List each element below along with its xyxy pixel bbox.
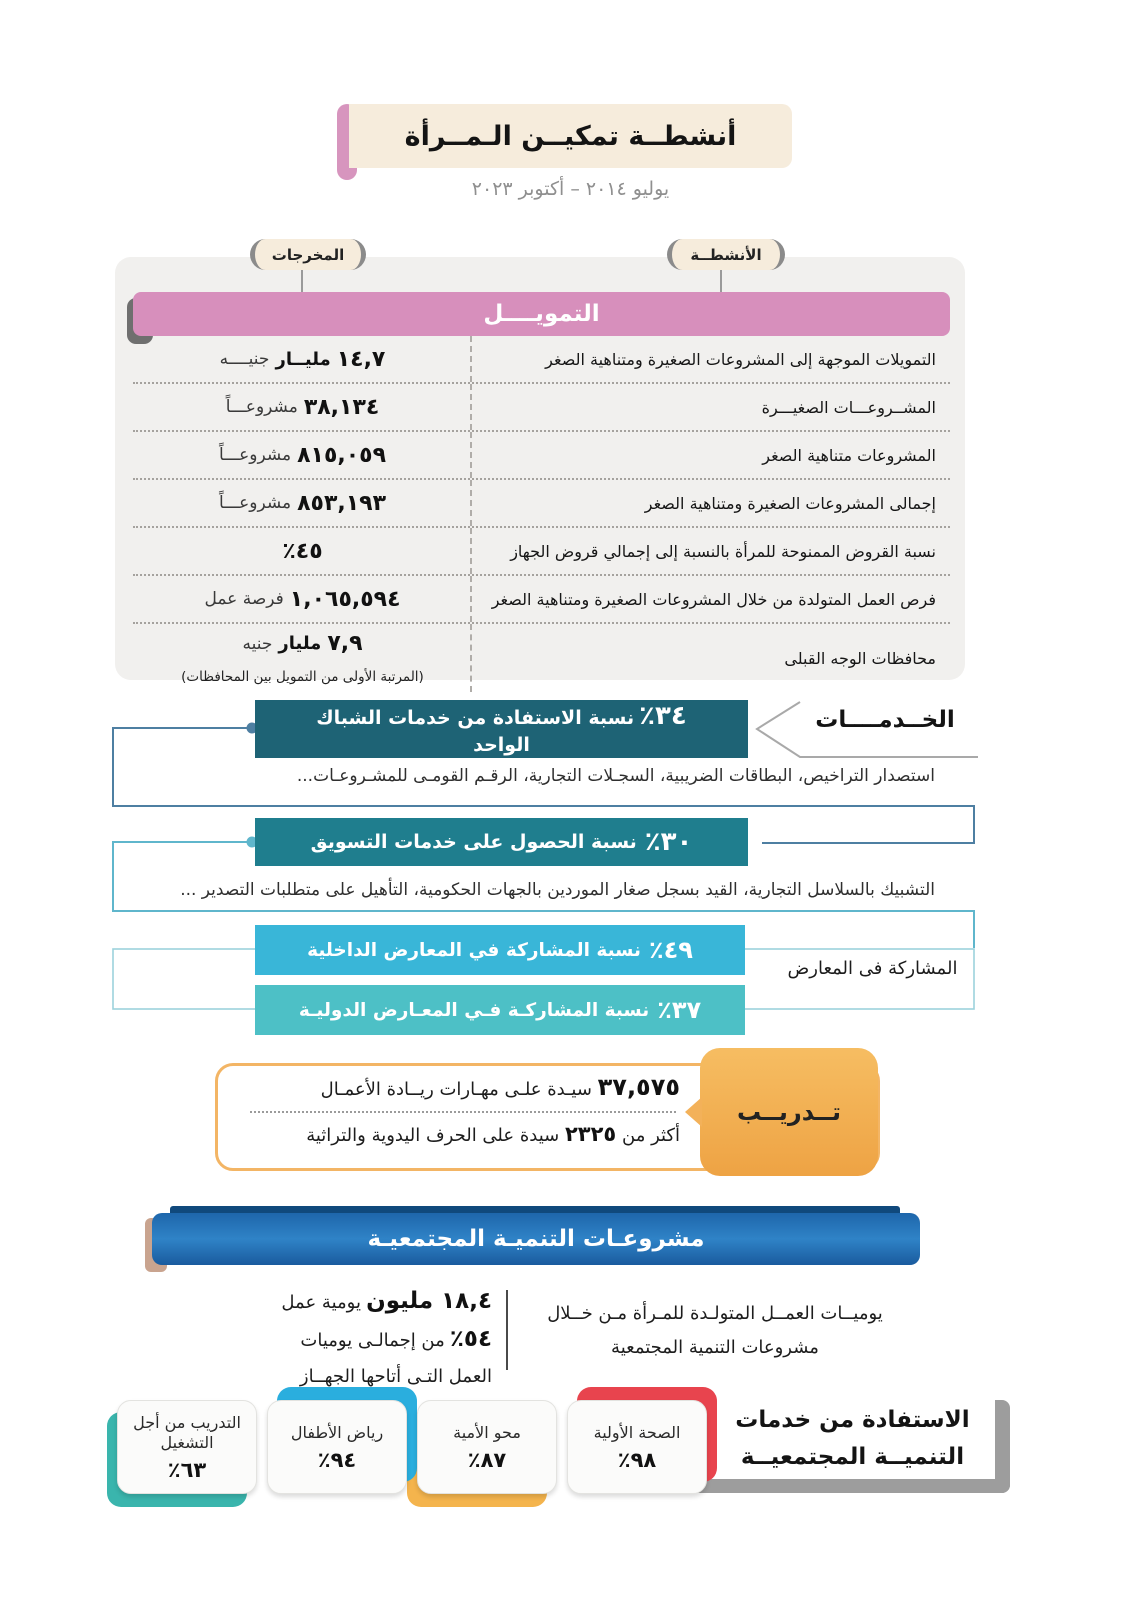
utilization-bracket-horizontal: [660, 1479, 1010, 1493]
funding-value-number: ٣٨,١٣٤: [303, 394, 380, 420]
funding-activity-label: فرص العمل المتولدة من خلال المشروعات الصغيرة ومتناهية الصغر: [470, 576, 950, 622]
funding-output-value: [135, 336, 470, 382]
one-stop-percent: ٣٤٪: [639, 701, 687, 731]
funding-banner: [133, 292, 950, 336]
funding-output-value: [135, 528, 470, 574]
funding-activity-label: المشروعات متناهية الصغر: [470, 432, 950, 478]
community-stat1-text: يومية عمل: [281, 1292, 361, 1313]
utilization-card: [267, 1400, 407, 1494]
report-period: يوليو ٢٠١٤ – أكتوبر ٢٠٢٣: [471, 178, 670, 200]
funding-activity-label: المشــروعـــات الصغيـــرة: [470, 384, 950, 430]
training-line2-text: سيدة على الحرف اليدوية والتراثية: [306, 1125, 560, 1146]
funding-value-number: ١٤,٧: [336, 346, 386, 372]
funding-output-value: [135, 432, 470, 478]
funding-value-unit: فرصة عمل: [204, 589, 284, 609]
card-label: رياض الأطفال: [290, 1422, 384, 1442]
utilization-title-line2: التنميــة المجتمعيــة: [740, 1444, 965, 1470]
community-stat-2: [150, 1321, 492, 1359]
card-label: الصحة الأولية: [593, 1422, 681, 1442]
international-exhibitions-text: نسبة المشاركـة فـي المعـارض الدوليـة: [298, 999, 650, 1021]
international-exhibitions-percent: ٣٧٪: [657, 996, 702, 1024]
marketing-percent: ٣٠٪: [644, 827, 693, 857]
funding-output-value: [135, 480, 470, 526]
funding-value-number: ١,٠٦٥,٥٩٤: [289, 586, 401, 612]
funding-activity-label: نسبة القروض الممنوحة للمرأة بالنسبة إلى إجمالي قروض الجهاز: [470, 528, 950, 574]
card-label: محو الأمية: [453, 1422, 521, 1442]
funding-title: التمويــــل: [483, 301, 600, 327]
marketing-text: نسبة الحصول على خدمات التسويق: [310, 831, 637, 853]
funding-activity-label: محافظات الوجه القبلى: [470, 624, 950, 692]
card-body: [117, 1400, 257, 1494]
card-percent: ٩٤٪: [317, 1447, 357, 1472]
utilization-section-title: [715, 1402, 990, 1476]
utilization-card: [417, 1400, 557, 1494]
funding-value-unit-bold: مليــار: [275, 348, 331, 370]
funding-value-number: ٧,٩: [327, 631, 363, 657]
funding-value-unit: مشروعـــاً: [225, 397, 298, 417]
funding-table: [133, 336, 950, 692]
domestic-exhibitions-percent: ٤٩٪: [648, 936, 693, 964]
funding-value-unit: جنيه: [242, 633, 273, 654]
card-label: التدريب من أجل التشغيل: [133, 1412, 241, 1452]
funding-value-unit: جنيــــه: [219, 349, 270, 369]
table-row: [133, 432, 950, 480]
funding-value-unit: مشروعـــاً: [218, 493, 292, 513]
marketing-description: التشبيك بالسلاسل التجارية، القيد بسجل صغار الموردين بالجهات الحكومية، التأهيل على متطلبات التصدير ...: [180, 880, 935, 900]
funding-activity-label: التمويلات الموجهة إلى المشروعات الصغيرة ومتناهية الصغر: [470, 336, 950, 382]
training-divider: [250, 1111, 676, 1113]
one-stop-services-banner: [255, 700, 748, 758]
community-stat2-number: ٥٤٪: [449, 1326, 492, 1352]
funding-value-number: ٨١٥,٠٥٩: [297, 442, 387, 468]
community-stat1-number: ١٨,٤ مليون: [366, 1288, 492, 1314]
community-projects-title: مشروعـات التنميـة المجتمعيـة: [367, 1226, 705, 1252]
training-line1-number: ٣٧,٥٧٥: [597, 1073, 680, 1101]
funding-output-value: [135, 576, 470, 622]
card-percent: ٦٣٪: [167, 1457, 207, 1482]
funding-output-value: [135, 384, 470, 430]
activities-pill: الأنشطــة: [667, 239, 785, 270]
training-line-1: [230, 1072, 680, 1105]
training-line1-text: سيـدة علـى مهـارات ريــادة الأعمـال: [320, 1079, 592, 1100]
utilization-card: [567, 1400, 707, 1494]
community-description: [520, 1297, 910, 1365]
table-row: [133, 336, 950, 384]
table-row: [133, 528, 950, 576]
outputs-pill-stem: [301, 270, 303, 293]
card-percent: ٨٧٪: [467, 1447, 507, 1472]
training-line2-number: ٢٣٢٥: [564, 1122, 617, 1146]
community-stats: [150, 1283, 492, 1395]
one-stop-text: نسبة الاستفادة من خدمات الشباك الواحد: [316, 707, 635, 756]
training-title: تــدريــب: [737, 1098, 841, 1126]
community-stat-1: [150, 1283, 492, 1321]
card-percent: ٩٨٪: [617, 1447, 657, 1472]
training-line-2: [230, 1119, 680, 1151]
exhibitions-group-label: المشاركة فى المعارض: [787, 958, 958, 979]
community-stat-3: العمل التـى أتاحها الجهــاز: [299, 1366, 492, 1387]
community-projects-banner: [152, 1213, 920, 1265]
community-description-line1: يوميــات العمــل المتولـدة للمـرأة مـن خــلال: [547, 1303, 883, 1324]
utilization-card: [117, 1400, 257, 1494]
training-bubble: [700, 1048, 878, 1176]
training-stats: [230, 1072, 680, 1151]
table-row: [133, 480, 950, 528]
funding-value-note: (المرتبة الأولى من التمويل بين المحافظات): [181, 668, 424, 685]
funding-value-number: ٤٥٪: [282, 538, 323, 564]
training-line2-prefix: أكثر من: [622, 1125, 680, 1146]
outputs-pill: المخرجات: [250, 239, 366, 270]
domestic-exhibitions-banner: [255, 925, 745, 975]
marketing-services-banner: [255, 818, 748, 866]
international-exhibitions-banner: [255, 985, 745, 1035]
utilization-title-line1: الاستفادة من خدمات: [735, 1407, 970, 1433]
table-row: [133, 384, 950, 432]
funding-value-unit: مشروعـــاً: [218, 445, 292, 465]
funding-output-value: [135, 624, 470, 692]
domestic-exhibitions-text: نسبة المشاركة في المعارض الداخلية: [307, 939, 641, 961]
funding-value-unit-bold: مليار: [278, 633, 322, 655]
one-stop-description: استصدار التراخيص، البطاقات الضريبية، السجـلات التجارية، الرقـم القومـى للمشـروعـات...: [296, 766, 935, 786]
table-row: [133, 576, 950, 624]
table-row: [133, 624, 950, 692]
services-section-title: الخــدمــــات: [815, 707, 955, 733]
utilization-cards: [117, 1400, 707, 1494]
activities-pill-stem: [720, 270, 722, 293]
page-title: أنشطــة تمكيــن الـمــرأة: [404, 120, 737, 152]
card-body: [267, 1400, 407, 1494]
community-description-line2: مشروعات التنمية المجتمعية: [611, 1337, 819, 1358]
funding-value-number: ٨٥٣,١٩٣: [297, 490, 387, 516]
funding-activity-label: إجمالى المشروعات الصغيرة ومتناهية الصغر: [470, 480, 950, 526]
card-body: [417, 1400, 557, 1494]
card-body: [567, 1400, 707, 1494]
header-banner: [349, 104, 792, 168]
community-stat2-text: من إجمالـى يوميات: [300, 1330, 445, 1351]
community-stats-divider: [506, 1290, 508, 1370]
